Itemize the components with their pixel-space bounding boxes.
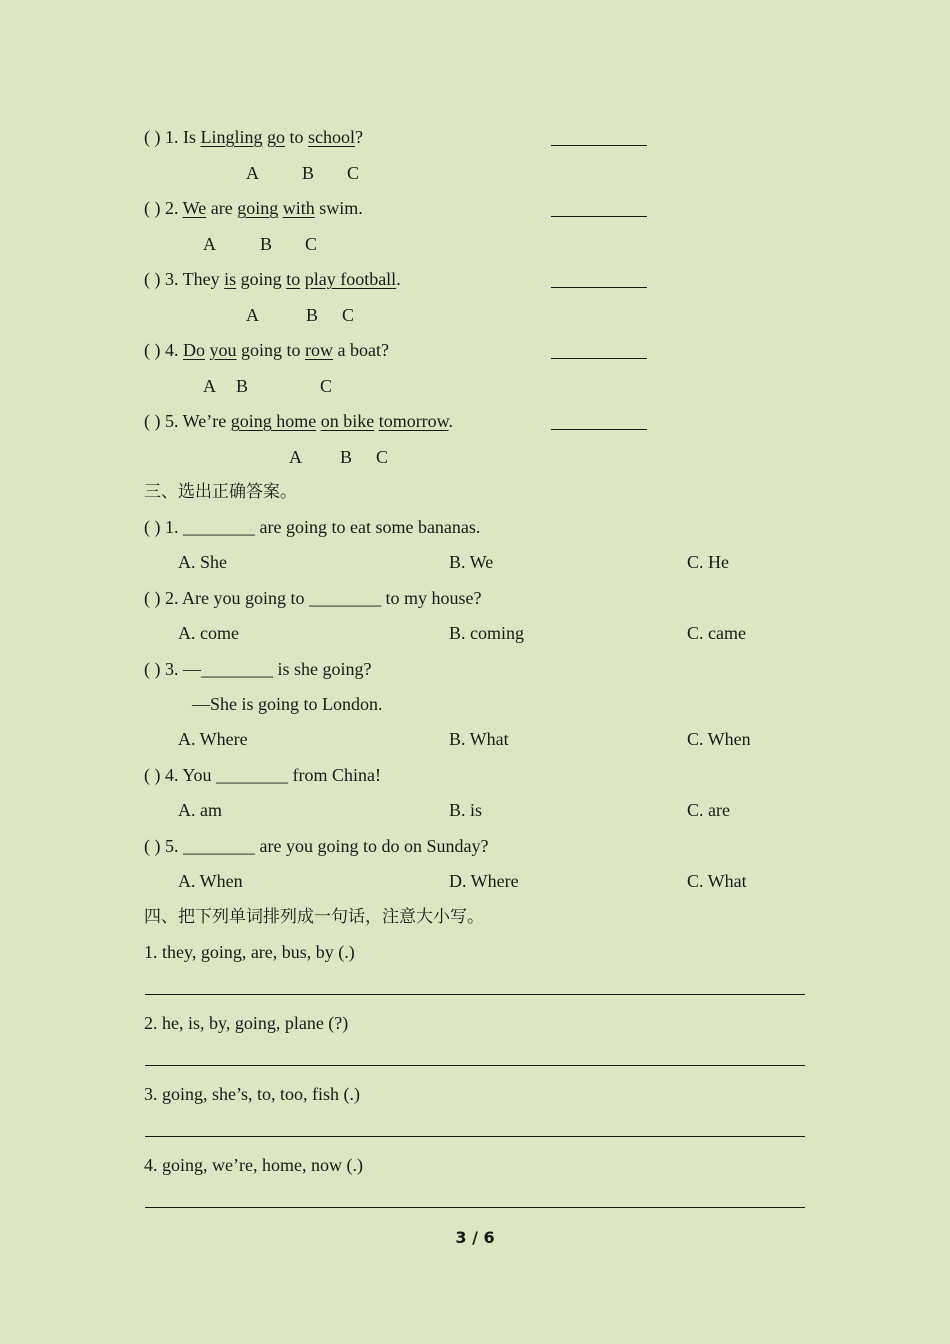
- s4-item-3: 3. going, she’s, to, too, fish (.): [144, 1084, 360, 1104]
- s3-question-4: ( ) 4. You ________ from China!: [144, 765, 381, 785]
- option-c[interactable]: C. When: [687, 729, 751, 749]
- q-text: ( ) 3. They: [144, 269, 225, 289]
- option-b-text: you: [209, 340, 237, 360]
- s2-question-1: [144, 124, 363, 150]
- option-b[interactable]: D. Where: [449, 871, 519, 891]
- label-b: B: [260, 234, 273, 254]
- label-c: C: [342, 305, 355, 325]
- s3-question-2: ( ) 2. Are you going to ________ to my house?: [144, 588, 482, 608]
- s3-question-3-reply: —She is going to London.: [192, 694, 383, 714]
- label-a: A: [203, 376, 216, 396]
- correction-blank-5[interactable]: [551, 429, 647, 430]
- s4-item-2: 2. he, is, by, going, plane (?): [144, 1013, 349, 1033]
- option-a-text: is: [224, 269, 237, 289]
- option-a-text: Do: [183, 340, 205, 360]
- s2-question-2: [144, 195, 363, 221]
- q-text: going: [236, 269, 287, 289]
- option-c-text: school: [308, 127, 356, 147]
- option-c[interactable]: C. came: [687, 623, 746, 643]
- label-a: A: [246, 163, 259, 183]
- option-c-text: tomorrow: [378, 411, 449, 431]
- label-c: C: [320, 376, 333, 396]
- s2-question-3: [144, 266, 401, 292]
- q-text: a boat?: [333, 340, 389, 360]
- option-a[interactable]: A. She: [178, 552, 227, 572]
- label-b: B: [306, 305, 319, 325]
- q-text: ( ) 2.: [144, 198, 183, 218]
- option-b-text: to: [286, 269, 301, 289]
- q-text: going to: [236, 340, 306, 360]
- s3-question-5: ( ) 5. ________ are you going to do on Sunday?: [144, 836, 489, 856]
- option-c[interactable]: C. What: [687, 871, 747, 891]
- q-text: are: [206, 198, 238, 218]
- label-c: C: [376, 447, 389, 467]
- s3-question-1: ( ) 1. ________ are going to eat some bananas.: [144, 517, 481, 537]
- label-c: C: [305, 234, 318, 254]
- correction-blank-3[interactable]: [551, 287, 647, 288]
- s4-item-4: 4. going, we’re, home, now (.): [144, 1155, 363, 1175]
- q-text: swim.: [314, 198, 363, 218]
- correction-blank-2[interactable]: [551, 216, 647, 217]
- s2-question-4: [144, 337, 389, 363]
- option-a-text: Lingling: [200, 127, 263, 147]
- answer-line-4[interactable]: [145, 1207, 805, 1208]
- option-a-text: We: [182, 198, 207, 218]
- q-text: ?: [355, 127, 364, 147]
- option-b[interactable]: B. coming: [449, 623, 524, 643]
- answer-line-2[interactable]: [145, 1065, 805, 1066]
- section4-heading: 四、把下列单词排列成一句话，注意大小写。: [144, 907, 484, 927]
- option-a[interactable]: A. Where: [178, 729, 248, 749]
- correction-blank-4[interactable]: [551, 358, 647, 359]
- option-c[interactable]: C. He: [687, 552, 729, 572]
- s2-question-5: [144, 408, 453, 434]
- label-a: A: [289, 447, 302, 467]
- option-a-text: going home: [230, 411, 317, 431]
- section3-heading: 三、选出正确答案。: [144, 482, 297, 502]
- option-b[interactable]: B. What: [449, 729, 509, 749]
- label-c: C: [347, 163, 360, 183]
- q-text: to: [285, 127, 309, 147]
- correction-blank-1[interactable]: [551, 145, 647, 146]
- answer-line-3[interactable]: [145, 1136, 805, 1137]
- label-b: B: [236, 376, 249, 396]
- q-text: ( ) 1. Is: [144, 127, 201, 147]
- label-a: A: [246, 305, 259, 325]
- option-b[interactable]: B. We: [449, 552, 494, 572]
- s3-question-3: ( ) 3. —________ is she going?: [144, 659, 372, 679]
- label-b: B: [302, 163, 315, 183]
- s4-item-1: 1. they, going, are, bus, by (.): [144, 942, 355, 962]
- q-text: ( ) 5. We’re: [144, 411, 231, 431]
- option-b-text: on bike: [320, 411, 375, 431]
- label-a: A: [203, 234, 216, 254]
- page-number: 3 / 6: [455, 1228, 495, 1247]
- label-b: B: [340, 447, 353, 467]
- answer-line-1[interactable]: [145, 994, 805, 995]
- option-a[interactable]: A. am: [178, 800, 222, 820]
- option-a[interactable]: A. come: [178, 623, 239, 643]
- option-b-text: going: [237, 198, 279, 218]
- option-a[interactable]: A. When: [178, 871, 243, 891]
- option-b-text: go: [267, 127, 285, 147]
- option-b[interactable]: B. is: [449, 800, 483, 820]
- q-text: ( ) 4.: [144, 340, 183, 360]
- q-text: .: [448, 411, 454, 431]
- option-c-text: play football: [304, 269, 397, 289]
- q-text: .: [396, 269, 401, 289]
- option-c-text: row: [305, 340, 334, 360]
- option-c-text: with: [282, 198, 315, 218]
- option-c[interactable]: C. are: [687, 800, 730, 820]
